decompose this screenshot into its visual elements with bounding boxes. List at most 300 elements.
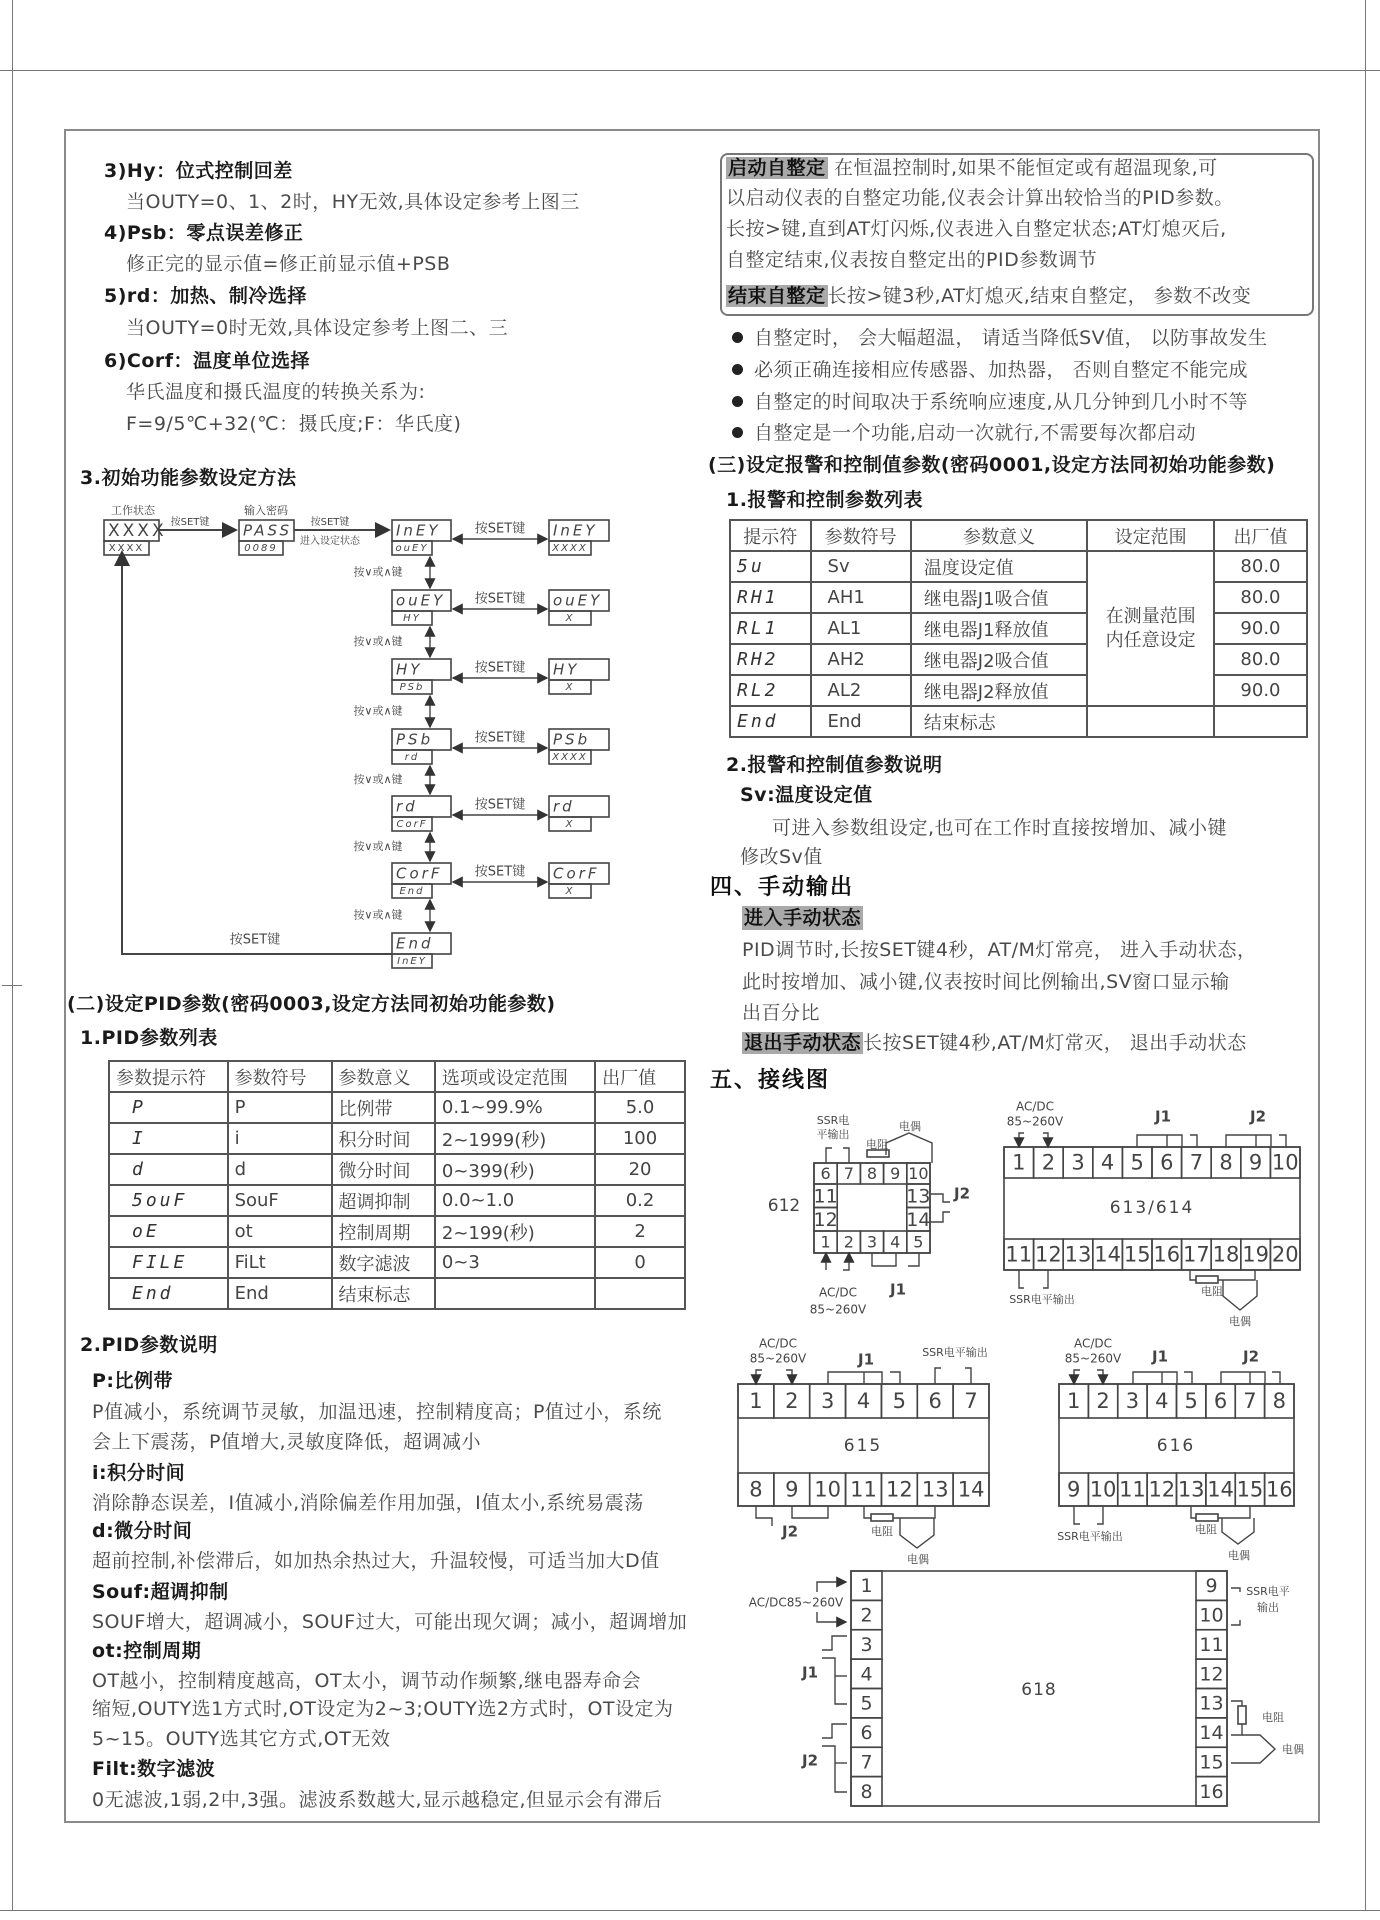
terminal-number: 11 [1119,1477,1146,1502]
power-wire [1097,1370,1103,1384]
terminal-number: 3 [820,1389,835,1413]
wire [935,1368,941,1384]
ssr-label: SSR电 [816,1114,850,1127]
terminal-number: 1 [860,1575,873,1598]
section-title: 四、手动输出 [710,875,855,900]
section-title: (三)设定报警和控制值参数(密码0001,设定方法同初始功能参数) [708,454,1276,476]
table-cell: i [228,1123,332,1154]
table-cell: P [109,1092,228,1123]
range-text: 内任意设定 [1105,629,1196,651]
wire [822,1636,847,1650]
terminal-number: 18 [1212,1242,1240,1267]
wire [1043,1270,1048,1288]
table-cell: AH2 [811,644,911,675]
power-label: 85~260V [809,1302,867,1317]
menu-3-display-text: PSb [396,730,434,749]
wire [1137,1135,1182,1147]
terminal-number: 12 [885,1477,913,1502]
wire [931,1212,950,1222]
terminal-number: 5 [913,1232,924,1252]
table-cell: 2~199(秒) [435,1216,595,1247]
table-cell: 0~399(秒) [435,1154,595,1185]
wire [1190,1270,1196,1280]
wire [893,1506,935,1518]
table-cell: RH2 [730,644,811,675]
terminal-number: 14 [1199,1722,1224,1745]
terminal-number: 2 [843,1232,854,1252]
terminal-number: 13 [1177,1477,1205,1502]
menu-1-display-text: ouEY [396,591,446,610]
table-cell: 2 [595,1216,685,1247]
table-cell: 0~3 [435,1247,595,1278]
terminal-number: 10 [1271,1150,1299,1175]
param-heading: Sv:温度设定值 [740,784,873,806]
pid-param-description: 会上下震荡，P值增大,灵敏度降低，超调减小 [92,1431,481,1453]
pid-param-description: 5~15。OUTY选其它方式,OT无效 [92,1728,391,1750]
set-key-label: 按SET键 [474,797,526,813]
work-state-sub-text: XXXX [108,543,145,554]
autotune-start-label: 启动自整定 [728,157,826,179]
terminal-number: 11 [813,1185,838,1208]
section-title: 2.PID参数说明 [80,1334,218,1356]
terminal-number: 8 [860,1780,873,1803]
table-cell: 80.0 [1214,582,1307,613]
thermocouple-label: 电偶 [899,1120,921,1133]
set-key-label: 按SET键 [474,864,526,880]
updown-key-label: 按∨或∧键 [353,565,403,579]
pid-param-description: SOUF增大，超调减小，SOUF过大，可能出现欠调；减小，超调增加 [92,1611,688,1633]
terminal-number: 9 [1067,1477,1081,1502]
enter-setting-label: 进入设定状态 [300,536,360,547]
table-cell: AL1 [811,613,911,644]
power-wire [786,1370,792,1384]
param-heading: 3)Hy：位式控制回差 [104,160,293,182]
pid-param-description: P值减小，系统调节灵敏，加温迅速，控制精度高；P值过小，系统 [92,1401,662,1423]
terminal-number: 1 [749,1389,763,1413]
power-label: AC/DC85~260V [748,1595,844,1610]
pid-param-description: 超前控制,补偿滞后，如加热余热过大，升温较慢，可适当加大D值 [92,1550,660,1572]
wire [1221,1372,1265,1384]
value-2-display-text: HY [553,660,580,679]
terminal-number: 13 [921,1477,949,1502]
ssr-label: SSR电平输出 [922,1346,988,1359]
section-title: (二)设定PID参数(密码0003,设定方法同初始功能参数) [67,993,556,1015]
power-wire [817,1582,846,1592]
thermocouple-label: 电偶 [907,1553,929,1566]
menu-5-display-text: CorF [396,864,443,883]
terminal-number: 14 [906,1208,931,1231]
column-header: 提示符 [730,520,811,551]
ssr-label: 平输出 [816,1128,850,1141]
value-0-display-text: InEY [553,521,598,540]
terminal-number: 3 [860,1633,873,1656]
menu-6-sub-text: InEY [397,956,427,967]
terminal-number: 10 [814,1477,842,1502]
terminal-number: 16 [1265,1477,1293,1502]
thermocouple-label: 电偶 [1229,1315,1251,1328]
terminal-number: 12 [1035,1242,1062,1267]
terminal-number: 20 [1271,1242,1299,1267]
power-wire [1019,1133,1024,1147]
terminal-number: 8 [749,1477,763,1502]
thermocouple-wire [886,1133,932,1163]
terminal-number: 10 [1089,1477,1117,1502]
autotune-end-label: 结束自整定 [728,285,826,307]
autotune-start-text: 在恒温控制时,如果不能恒定或有超温现象,可 [827,157,1218,179]
work-state-label: 工作状态 [111,504,155,517]
wire [1218,1506,1250,1518]
thermocouple-wire [1222,1518,1254,1544]
pid-param-description: 消除静态误差，I值减小,消除偏差作用加强，I值太小,系统易震荡 [92,1492,644,1514]
relay-j1-label: J1 [889,1280,907,1299]
autotune-description: 长按>键,直到AT灯闪烁,仪表进入自整定状态;AT灯熄灭后, [726,218,1227,240]
pid-param-description: 缩短,OUTY选1方式时,OT设定为2~3;OUTY选2方式时，OT设定为 [92,1698,674,1720]
column-header: 参数符号 [228,1061,332,1092]
menu-4-display-text: rd [396,797,418,816]
table-cell: 5u [730,551,811,582]
value-3-display-text: PSb [553,730,591,749]
table-cell: End [811,706,911,737]
relay-j1-label: J1 [1154,1107,1172,1126]
ssr-label: SSR电平输出 [1057,1530,1123,1543]
wire [1184,1372,1192,1384]
wire [864,1506,871,1518]
power-wire [756,1370,762,1384]
wire [931,1194,950,1202]
terminal-number: 15 [1199,1751,1224,1774]
relay-j2-label: J2 [1249,1107,1267,1126]
param-description: 修改Sv值 [740,846,823,868]
menu-5-sub-text: End [399,886,425,897]
wire [822,1724,847,1738]
power-wire [843,1253,849,1270]
terminal-number: 7 [1243,1389,1257,1413]
pid-param-heading: Souf:超调抑制 [92,1581,229,1603]
wire [756,1506,772,1526]
table-cell: 100 [595,1123,685,1154]
terminal-number: 14 [1094,1242,1121,1267]
relay-j1-label: J1 [857,1350,875,1369]
column-header: 参数符号 [811,520,911,551]
menu-3-sub-text: rd [404,752,420,763]
table-cell: 继电器J1吸合值 [911,582,1087,613]
terminal-number: 1 [1012,1150,1026,1175]
pid-param-heading: i:积分时间 [92,1462,186,1484]
wire [1218,1270,1255,1280]
table-cell: ot [228,1216,332,1247]
thermocouple-label: 电偶 [1282,1743,1304,1756]
terminal-number: 8 [1272,1389,1286,1413]
value-3-sub-text: XXXX [552,752,588,763]
table-cell: End [109,1278,228,1309]
table-cell: End [730,706,811,737]
terminal-number: 7 [860,1751,873,1774]
terminal-number: 2 [1041,1150,1056,1175]
column-header: 出厂值 [595,1061,685,1092]
power-label: 85~260V [1064,1351,1122,1366]
table-cell: d [109,1154,228,1185]
menu-2-sub-text: PSb [399,682,425,693]
column-header: 出厂值 [1214,520,1307,551]
table-cell: 超调抑制 [332,1185,435,1216]
set-key-label: 按SET键 [474,591,526,607]
table-cell: 积分时间 [332,1123,435,1154]
terminal-number: 6 [860,1722,873,1745]
range-text: 在测量范围 [1105,605,1196,627]
param-heading: 6)Corf：温度单位选择 [104,350,311,372]
section-title: 3.初始功能参数设定方法 [80,467,297,489]
terminal-number: 7 [964,1389,978,1413]
terminal-number: 12 [1199,1663,1224,1686]
terminal-number: 12 [1148,1477,1176,1502]
pid-param-description: OT越小，控制精度越高，OT太小，调节动作频繁,继电器寿命会 [92,1670,642,1692]
relay-j2-label: J2 [781,1522,799,1541]
power-label: AC/DC [818,1285,858,1300]
resistor-label: 电阻 [1195,1523,1217,1536]
value-5-sub-text: X [565,886,575,897]
terminal-number: 16 [1153,1242,1181,1267]
param-description: 当OUTY=0、1、2时，HY无效,具体设定参考上图三 [126,191,580,213]
relay-j2-label: J2 [953,1184,971,1203]
wire [1019,1270,1024,1288]
terminal-number: 6 [928,1389,942,1413]
resistor-icon [1238,1706,1246,1724]
column-header: 设定范围 [1087,520,1214,551]
wire [822,1746,847,1792]
section-title: 五、接线图 [710,1068,831,1093]
table-cell: P [228,1092,332,1123]
table-cell: 结束标志 [911,706,1087,737]
menu-1-sub-text: HY [403,613,421,624]
table-cell: 比例带 [332,1092,435,1123]
wire [828,1372,882,1384]
table-title: 1.PID参数列表 [80,1027,218,1049]
password-display-text: PASS [243,521,293,540]
power-label: 85~260V [749,1351,807,1366]
table-cell: 90.0 [1214,675,1307,706]
table-cell: 继电器J2吸合值 [911,644,1087,675]
value-5-display-text: CorF [553,864,600,883]
param-description: F=9/5℃+32(℃：摄氏度;F：华氏度) [126,413,462,435]
terminal-number: 14 [1207,1477,1234,1502]
table-cell: 继电器J2释放值 [911,675,1087,706]
wire [1231,1724,1242,1735]
terminal-number: 3 [866,1232,878,1252]
wire [1279,1135,1286,1147]
bullet-item: 自整定时， 会大幅超温， 请适当降低SV值， 以防事故发生 [754,327,1268,349]
value-2-sub-text: X [565,682,575,693]
table-cell: FiLt [228,1247,332,1278]
resistor-icon [871,1514,893,1521]
wire [890,1372,900,1384]
terminal-number: 7 [843,1164,854,1183]
return-arrow [122,552,392,954]
table-cell: RL2 [730,675,811,706]
table-cell: RL1 [730,613,811,644]
terminal-number: 13 [1064,1242,1092,1267]
value-4-display-text: rd [553,797,575,816]
param-description: 修正完的显示值=修正前显示值+PSB [126,253,451,275]
column-header: 参数提示符 [109,1061,228,1092]
terminal-number: 11 [1005,1242,1033,1267]
terminal-number: 4 [890,1232,901,1252]
resistor-icon [1196,1514,1218,1521]
table-cell: FILE [109,1247,228,1278]
table-cell: 数字滤波 [332,1247,435,1278]
updown-key-label: 按∨或∧键 [353,773,403,786]
value-1-sub-text: X [565,613,575,624]
param-heading: 4)Psb：零点误差修正 [104,222,304,244]
thermocouple-wire [900,1518,934,1548]
ssr-label: SSR电平输出 [1009,1293,1075,1306]
wire [822,1658,847,1704]
table-cell: SouF [228,1185,332,1216]
terminal-number: 4 [856,1389,871,1413]
pid-param-heading: d:微分时间 [92,1520,193,1542]
terminal-number: 5 [1130,1150,1144,1175]
manual-enter-label: 进入手动状态 [744,907,862,929]
table-cell: 80.0 [1214,551,1307,582]
terminal-number: 2 [860,1604,873,1627]
model-label: 613/614 [1109,1198,1195,1218]
table-cell: 温度设定值 [911,551,1087,582]
pid-param-heading: Filt:数字滤波 [92,1758,216,1780]
terminal-number: 9 [890,1164,901,1183]
wire [1190,1135,1197,1147]
terminal-number: 11 [1199,1633,1224,1656]
terminal-number: 7 [1189,1150,1204,1175]
table-cell: 继电器J1释放值 [911,613,1087,644]
power-wire [817,1612,846,1622]
terminal-number: 11 [850,1477,877,1502]
terminal-number: 19 [1242,1242,1269,1267]
manual-exit-text: 长按SET键4秒,AT/M灯常灭， 退出手动状态 [863,1032,1247,1054]
terminal-number: 5 [860,1692,873,1715]
set-key-label: 按SET键 [474,730,526,746]
param-description: 当OUTY=0时无效,具体设定参考上图二、三 [126,317,509,339]
ssr-label: SSR电平 [1246,1585,1290,1598]
terminal-number: 16 [1199,1780,1224,1803]
power-wire [1043,1133,1048,1147]
table-cell: 90.0 [1214,613,1307,644]
set-key-label: 按SET键 [229,932,281,948]
wire [792,1506,828,1518]
bullet-item: 自整定的时间取决于系统响应速度,从几分钟到几小时不等 [754,391,1249,413]
resistor-label: 电阻 [871,1525,893,1538]
wire [1133,1372,1177,1384]
resistor-label: 电阻 [1201,1285,1223,1298]
table-cell: oE [109,1216,228,1247]
password-label: 输入密码 [244,504,288,517]
terminal-number: 15 [1123,1242,1151,1267]
wire [1074,1506,1080,1524]
terminal-number: 4 [1100,1150,1115,1175]
manual-description: PID调节时,长按SET键4秒，AT/M灯常亮， 进入手动状态， [742,939,1257,961]
terminal-number: 13 [1199,1692,1224,1715]
thermocouple-wire [1223,1280,1257,1310]
model-label: 612 [767,1196,801,1216]
relay-j2-label: J2 [1242,1347,1260,1366]
wire [826,1148,832,1163]
menu-2-display-text: HY [396,660,423,679]
section-title: 2.报警和控制值参数说明 [726,754,943,776]
table-cell: 0.0~1.0 [435,1185,595,1216]
table-cell: Sv [811,551,911,582]
column-header: 参数意义 [911,520,1087,551]
column-header: 选项或设定范围 [435,1061,595,1092]
model-label: 618 [1021,1680,1057,1700]
terminal-number: 5 [892,1389,907,1413]
thermocouple-label: 电偶 [1228,1549,1250,1562]
pid-param-description: 0无滤波,1弱,2中,3强。滤波系数越大,显示越稳定,但显示会有滞后 [92,1789,663,1811]
table-cell: 20 [595,1154,685,1185]
autotune-end-text: 长按>键3秒,AT灯熄灭,结束自整定， 参数不改变 [827,285,1252,307]
terminal-number: 2 [1096,1389,1110,1413]
param-description: 可进入参数组设定,也可在工作时直接按增加、减小键 [772,817,1228,839]
power-label: AC/DC [758,1336,798,1351]
wire [908,1253,919,1266]
wire [872,1253,896,1266]
table-title: 1.报警和控制参数列表 [726,489,923,511]
table-cell: 80.0 [1214,644,1307,675]
wire [1272,1372,1280,1384]
wire [965,1368,971,1384]
resistor-label: 电阻 [866,1138,888,1151]
resistor-icon [1196,1276,1218,1283]
wire [1231,1588,1240,1592]
set-key-label: 按SET键 [474,660,526,676]
table-cell: 结束标志 [332,1278,435,1309]
table-cell: 微分时间 [332,1154,435,1185]
table-cell: 5.0 [595,1092,685,1123]
wire [1097,1506,1103,1524]
ssr-label: 输出 [1257,1601,1279,1614]
terminal-number: 14 [957,1477,985,1502]
wire [1231,1620,1240,1625]
autotune-description: 自整定结束,仪表按自整定出的PID参数调节 [726,249,1098,271]
set-key-label: 按SET键 [310,517,350,528]
power-label: AC/DC [1073,1336,1113,1351]
table-cell: I [109,1123,228,1154]
wire [843,1148,849,1163]
manual-description: 出百分比 [742,1002,821,1024]
updown-key-label: 按∨或∧键 [353,635,403,648]
resistor-label: 电阻 [1262,1711,1284,1724]
column-header: 参数意义 [332,1061,435,1092]
terminal-number: 1 [1067,1389,1081,1413]
relay-j1-label: J1 [1151,1347,1169,1366]
bullet-item: 自整定是一个功能,启动一次就行,不需要每次都启动 [754,422,1197,444]
terminal-number: 12 [813,1208,838,1231]
terminal-number: 8 [866,1164,878,1183]
terminal-number: 10 [1199,1604,1224,1627]
table-cell: 0.1~99.9% [435,1092,595,1123]
thermocouple-wire [1231,1735,1275,1763]
manual-description: 此时按增加、减小键,仪表按时间比例输出,SV窗口显示输 [742,971,1230,993]
table-cell: 2~1999(秒) [435,1123,595,1154]
terminal-number: 10 [908,1164,929,1183]
table-cell: AL2 [811,675,911,706]
terminal-number: 17 [1183,1242,1210,1267]
terminal-number: 9 [1205,1575,1218,1598]
menu-0-sub-text: ouEY [395,543,429,554]
power-label: 85~260V [1006,1114,1064,1129]
model-label: 615 [843,1436,883,1456]
terminal-number: 1 [820,1232,831,1252]
model-label: 616 [1156,1436,1196,1456]
relay-j1-label: J1 [801,1663,819,1682]
table-cell: 0 [595,1247,685,1278]
